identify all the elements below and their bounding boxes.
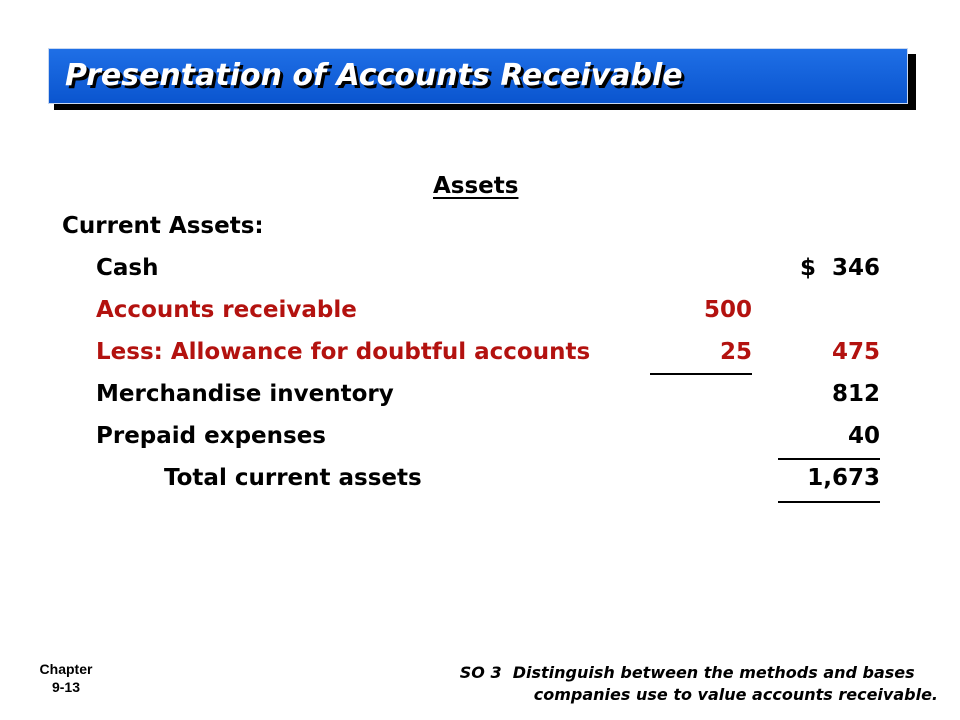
total-double-underline — [778, 501, 880, 503]
row-amount-net-receivable: 475 — [831, 339, 880, 365]
title-banner — [48, 48, 908, 104]
row-label-allowance: Less: Allowance for doubtful accounts — [96, 339, 591, 365]
chapter-reference — [28, 660, 104, 696]
row-amount-cash: $ 346 — [799, 255, 880, 281]
row-label-total-current-assets: Total current assets — [164, 465, 422, 491]
slide-title: Presentation of Accounts Receivable — [65, 58, 683, 93]
row-subamount-accounts-receivable: 500 — [703, 297, 752, 323]
row-label-cash: Cash — [96, 255, 159, 281]
study-objective-line2: companies use to value accounts receivable. — [533, 685, 938, 704]
total-underline — [778, 458, 880, 460]
study-objective-line1: SO 3 Distinguish between the methods and bases — [459, 663, 915, 682]
study-objective — [460, 662, 938, 706]
row-label-prepaid-expenses: Prepaid expenses — [96, 423, 326, 449]
subtotal-underline — [650, 373, 752, 375]
row-label-accounts-receivable: Accounts receivable — [96, 297, 357, 323]
current-assets-label: Current Assets: — [62, 213, 264, 239]
row-amount-merchandise-inventory: 812 — [831, 381, 880, 407]
row-subamount-allowance: 25 — [719, 339, 752, 365]
row-label-merchandise-inventory: Merchandise inventory — [96, 381, 394, 407]
chapter-label: Chapter — [39, 661, 93, 677]
row-amount-total-current-assets: 1,673 — [807, 465, 880, 491]
chapter-number: 9-13 — [51, 679, 81, 695]
row-amount-prepaid-expenses: 40 — [847, 423, 880, 449]
assets-heading: Assets — [433, 173, 519, 199]
